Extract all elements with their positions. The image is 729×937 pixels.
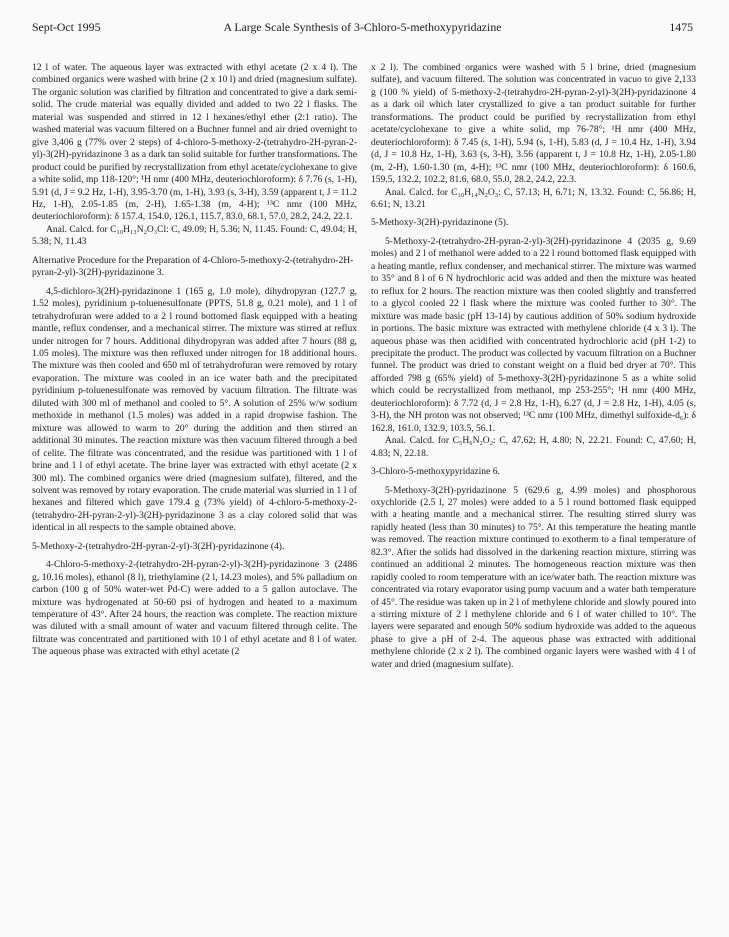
header-date: Sept-Oct 1995 bbox=[32, 20, 101, 34]
paragraph: 5-Methoxy-3(2H)-pyridazinone 5 (629.6 g, 4.99 moles) and phosphorous oxychloride (2.5 l, 27 moles) were added to a 5 l round bottomed flask equipped with a heating mantle and a mechanical stirrer. The resulting stirred slurry was rapidly heated (less than 30 minutes) to 75°. At this temperature the heating mantle was removed. The reaction mixture continued to exotherm to a final temperature of 82.3°. After the solids had dissolved in the darkening reaction mixture, stirring was continued an additional 2 minutes. The homogeneous reaction mixture was then rapidly cooled to room temperature with an ice/water bath. The reaction mixture was concentrated via rotary evaporator using pump vacuum and a water bath temperature of 45°. The residue was taken up in 2 l of methylene chloride and slowly poured into a stirring mixture of 2 l methylene chloride and 6 l of water chilled to 10°. The layers were separated and enough 50% sodium hydroxide was added to the aqueous phase to give a pH of 2-4. The aqueous phase was extracted with additional methylene chloride (2 x 2 l). The combined organic layers were washed with 4 l of water and dried (magnesium sulfate). bbox=[371, 484, 696, 670]
header-title: A Large Scale Synthesis of 3-Chloro-5-methoxypyridazine bbox=[223, 20, 502, 34]
section-heading: Alternative Procedure for the Preparation of 4-Chloro-5-methoxy-2-(tetrahydro-2H-pyran-2-yl)-3(2H)-pyridazinone 3. bbox=[32, 254, 354, 279]
section-heading: 3-Chloro-5-methoxypyridazine 6. bbox=[371, 466, 500, 478]
elemental-analysis: Anal. Calcd. for C₁₀H₁₃N₂O₃Cl: C, 49.09; H, 5.36; N, 11.45. Found: C, 49.04; H, 5.38; N, 11.43 bbox=[32, 223, 357, 248]
paragraph: x 2 l). The combined organics were washed with 5 l brine, dried (magnesium sulfate), and vacuum filtered. The solution was concentrated in vacuo to give 2,133 g (100 % yield) of 5-methoxy-2-(tetrahydro-2H-pyran-2-yl)-3(2H)-pyridazinone 4 as a dark oil which later crystallized to give a tan product suitable for further transformations. The product could be purified by recrystallization from ethyl acetate/cyclohexane to give a white solid, mp 76-78°; ¹H nmr (400 MHz, deuteriochloroform): δ 7.45 (s, 1-H), 5.94 (s, 1-H), 5.83 (d, J = 10.4 Hz, 1-H), 3.94 (d, J = 10.8 Hz, 1-H), 3.63 (s, 3-H), 3.56 (apparent t, J = 10.8 Hz, 1-H), 2.05-1.80 (m, 2-H), 1.60-1.30 (m, 4-H); ¹³C nmr (100 MHz, deuteriochloroform): δ 160.6, 159.5, 132.2, 102.2, 81.6, 68.0, 55.0, 28.2, 24.2, 22.3. bbox=[371, 62, 696, 186]
paragraph: 4-Chloro-5-methoxy-2-(tetrahydro-2H-pyran-2-yl)-3(2H)-pyridazinone 3 (2486 g, 10.16 moles), ethanol (8 l), triethylamine (2 l, 14.23 moles), and 5% palladium on carbon (100 g of 50% water-wet Pd-C) were added to a 5 gallon autoclave. The mixture was hydrogenated at 50-60 psi of hydrogen and heated to a maximum temperature of 43°. After 24 hours, the reaction was complete. The reaction mixture was diluted with a small amount of water and vacuum filtered through celite. The filtrate was concentrated and partitioned with 10 l of ethyl acetate and 8 l of water. The aqueous phase was extracted with ethyl acetate (2 bbox=[32, 559, 357, 658]
left-column bbox=[32, 62, 357, 659]
elemental-analysis: Anal. Calcd. for C₁₀H₁₄N₂O₃: C, 57.13; H, 6.71; N, 13.32. Found: C, 56.86; H, 6.61; N, 13.21 bbox=[371, 186, 696, 210]
paragraph: 4,5-dichloro-3(2H)-pyridazinone 1 (165 g, 1.0 mole), dihydropyran (127.7 g, 1.52 moles), pyridinium p-toluenesulfonate (PPTS, 51.8 g, 0.21 mole), and 1 l of tetrahydrofuran were added to a 2 l round bottomed flask equipped with a heating mantle, reflux condenser, and a mechanical stirrer. The mixture was stirred at reflux under nitrogen for 7 hours. Additional dihydropyran was added after 7 hours (88 g, 1.05 moles). The mixture was then refluxed under nitrogen for 18 additional hours. The mixture was then cooled and 650 ml of tetrahydrofuran were removed by rotary evaporation. The mixture was cooled in an ice water bath and the precipitated pyridinium p-toluenesulfonate was removed by vacuum filtration. The filtrate was diluted with 300 ml of methanol and cooled to 5°. A solution of 25% w/w sodium methoxide in methanol (1.5 moles) was added in a rapid dropwise fashion. The mixture was allowed to warm to 20° during the addition and then stirred an additional 30 minutes. The reaction mixture was then vacuum filtered through a bed of celite. The filtrate was concentrated, and the residue was partitioned with 1 l of brine and 1 l of ethyl acetate. The brine layer was extracted with ethyl acetate (2 x 300 ml). The combined organics were dried (magnesium sulfate), filtered, and the solvent was removed by rotary evaporation. The crude material was slurried in 1 l of hexanes and filtered which gave 179.4 g (73% yield) of 4-chloro-5-methoxy-2-(tetrahydro-2H-pyran-2-yl)-3(2H)-pyridazinone 3 as a clay colored solid that was identical in all respects to the sample obtained above. bbox=[32, 285, 357, 534]
page-number: 1475 bbox=[669, 20, 693, 34]
elemental-analysis: Anal. Calcd. for C₅H₆N₂O₂: C, 47.62; H, 4.80; N, 22.21. Found: C, 47.60; H, 4.83; N, 22.18. bbox=[371, 435, 696, 459]
section-heading: 5-Methoxy-2-(tetrahydro-2H-pyran-2-yl)-3(2H)-pyridazinone (4). bbox=[32, 540, 285, 552]
running-header bbox=[32, 20, 693, 36]
section-heading: 5-Methoxy-3(2H)-pyridazinone (5). bbox=[371, 217, 509, 229]
right-column bbox=[371, 62, 696, 671]
paragraph: 5-Methoxy-2-(tetrahydro-2H-pyran-2-yl)-3(2H)-pyridazinone 4 (2035 g, 9.69 moles) and 2 l of methanol were added to a 22 l round bottomed flask equipped with a heating mantle, reflux condenser, and mechanical stirrer. The mixture was warmed to 35° and 8 l of 6 N hydrochloric acid was added and then the mixture was heated to reflux for 2 hours. The reaction mixture was then cooled slightly and transferred to a glycol cooled 22 l flask where the mixture was cooled further to 30°. The mixture was made basic (pH 13-14) by cautious addition of 50% sodium hydroxide in portions. The basic mixture was extracted with methylene chloride (4 x 3 l). The aqueous phase was then acidified with concentrated hydrochloric acid (pH 1-2) to precipitate the product. The product was collected by vacuum filtration on a Buchner funnel. The product was dried to constant weight on a fluid bed dryer at 70°. This afforded 798 g (65% yield) of 5-methoxy-3(2H)-pyridazinone 5 as a white solid which could be recrystallized from methanol, mp 253-255°; ¹H nmr (400 MHz, deuteriochloroform): δ 7.72 (d, J = 2.8 Hz, 1-H), 6.27 (d, J = 2.8 Hz, 1-H), 4.05 (s, 3-H), the NH proton was not observed; ¹³C nmr (100 MHz, dimethyl sulfoxide-d₆): δ 162.8, 161.0, 132.9, 103.5, 56.1. bbox=[371, 235, 696, 434]
paragraph: 12 l of water. The aqueous layer was extracted with ethyl acetate (2 x 4 l). The combined organics were washed with brine (2 x 10 l) and dried (magnesium sulfate). The organic solution was clarified by filtration and concentrated to give a dark semi-solid. The crude material was equally divided and added to two 22 l flasks. The material was suspended and stirred in 12 l hexanes/ethyl ether (2:1 ratio). The washed material was vacuum filtered on a Buchner funnel and air dried overnight to give 3,406 g (77% over 2 steps) of 4-chloro-5-methoxy-2-(tetrahydro-2H-pyran-2-yl)-3(2H)-pyridazinone 3 as a dark tan solid suitable for further transformations. The product could be purified by recrystallization from ethyl acetate/cyclohexane to give a white solid, mp 118-120°; ¹H nmr (400 MHz, deuteriochloroform): δ 7.76 (s, 1-H), 5.91 (d, J = 9.2 Hz, 1-H), 3.95-3.70 (m, 1-H), 3.93 (s, 3-H), 3.59 (apparent t, J = 11.2 Hz, 1-H), 2.05-1.85 (m, 2-H), 1.65-1.38 (m, 4-H); ¹³C nmr (100 MHz, deuteriochloroform): δ 157.4, 154.0, 126.1, 115.7, 83.0, 68.1, 57.0, 28.2, 24.2, 22.1. bbox=[32, 62, 357, 223]
